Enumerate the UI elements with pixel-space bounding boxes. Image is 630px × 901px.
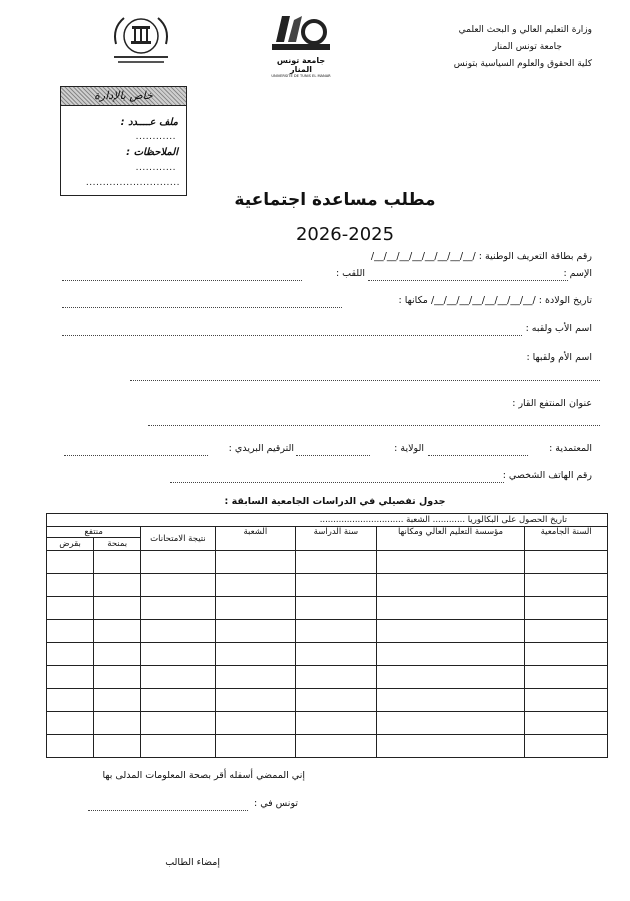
postal-field[interactable] (64, 455, 208, 456)
admin-box (60, 86, 187, 196)
name-label: الإسم : (563, 268, 592, 279)
table-cell[interactable] (525, 666, 608, 689)
table-cell[interactable] (376, 712, 525, 735)
table-cell[interactable] (94, 551, 141, 574)
table-cell[interactable] (296, 689, 377, 712)
table-cell[interactable] (141, 597, 215, 620)
col-academic-year: السنة الجامعية (525, 527, 608, 551)
table-cell[interactable] (215, 735, 296, 758)
table-cell[interactable] (94, 666, 141, 689)
table-cell[interactable] (47, 643, 94, 666)
table-cell[interactable] (141, 574, 215, 597)
form-title-wrap (0, 190, 630, 210)
table-cell[interactable] (376, 597, 525, 620)
table-row (47, 735, 608, 758)
col-beneficiary: منتفع (47, 527, 141, 538)
address-label: عنوان المنتفع القار : (512, 398, 592, 409)
table-cell[interactable] (47, 666, 94, 689)
table-cell[interactable] (94, 597, 141, 620)
form-year-wrap (0, 224, 630, 245)
father-label: اسم الأب ولقبه : (525, 323, 592, 334)
table-cell[interactable] (94, 735, 141, 758)
table-cell[interactable] (215, 620, 296, 643)
surname-label: اللقب : (335, 268, 365, 279)
ministry-line-2: جامعة تونس المنار (492, 42, 562, 52)
table-row (47, 551, 608, 574)
address-field[interactable] (148, 425, 600, 426)
university-logo-caption-fr: UNIVERSITÉ DE TUNIS EL MANAR (271, 74, 331, 78)
file-number-label: ملف عــــدد : (120, 117, 178, 128)
date-field[interactable] (88, 810, 248, 811)
delegation-label: المعتمدية : (549, 443, 592, 454)
table-cell[interactable] (525, 597, 608, 620)
table-row (47, 689, 608, 712)
table-cell[interactable] (376, 643, 525, 666)
table-cell[interactable] (376, 735, 525, 758)
table-row (47, 712, 608, 735)
ministry-header (392, 22, 592, 73)
table-row (47, 666, 608, 689)
table-cell[interactable] (296, 643, 377, 666)
postal-label: الترقيم البريدي : (228, 443, 294, 454)
col-study-year: سنة الدراسة (296, 527, 377, 551)
history-table (46, 513, 608, 758)
pob-label: مكانها : (398, 295, 428, 306)
cin-label: رقم بطاقة التعريف الوطنية : (478, 251, 592, 262)
col-exam-result: نتيجة الامتحانات (141, 527, 215, 551)
table-cell[interactable] (296, 666, 377, 689)
table-cell[interactable] (525, 620, 608, 643)
col-loan: بقرض (47, 538, 94, 551)
table-cell[interactable] (141, 551, 215, 574)
table-cell[interactable] (215, 643, 296, 666)
col-institution: مؤسسة التعليم العالي ومكانها (376, 527, 525, 551)
phone-field[interactable] (170, 482, 504, 483)
table-cell[interactable] (296, 735, 377, 758)
phone-label: رقم الهاتف الشخصي : (502, 470, 592, 481)
table-cell[interactable] (215, 574, 296, 597)
university-logo (268, 12, 334, 78)
table-cell[interactable] (47, 574, 94, 597)
notes-dots-2: ............................ (85, 178, 180, 188)
table-cell[interactable] (376, 551, 525, 574)
table-cell[interactable] (215, 551, 296, 574)
table-cell[interactable] (141, 620, 215, 643)
father-field[interactable] (62, 335, 522, 336)
mother-label: اسم الأم ولقبها : (526, 352, 592, 363)
bac-date-label: تاريخ الحصول على البكالوريا (467, 515, 567, 525)
city-date-label: تونس في : (253, 798, 298, 809)
governorate-field[interactable] (296, 455, 370, 456)
table-cell[interactable] (296, 712, 377, 735)
table-cell[interactable] (215, 597, 296, 620)
table-cell[interactable] (296, 597, 377, 620)
notes-dots-1: ............ (135, 163, 176, 173)
table-row (47, 574, 608, 597)
cin-row (371, 251, 592, 262)
governorate-label: الولاية : (394, 443, 424, 454)
table-cell[interactable] (215, 666, 296, 689)
table-cell[interactable] (525, 551, 608, 574)
history-caption: جدول تفصيلي في الدراسات الجامعية السابقة : (224, 496, 446, 507)
table-cell[interactable] (47, 689, 94, 712)
table-cell[interactable] (94, 574, 141, 597)
declaration: إني الممضي أسفله أقر بصحة المعلومات المدلى بها (102, 770, 305, 781)
table-cell[interactable] (215, 712, 296, 735)
table-cell[interactable] (141, 666, 215, 689)
col-branch: الشعبة (215, 527, 296, 551)
table-cell[interactable] (525, 712, 608, 735)
table-cell[interactable] (47, 712, 94, 735)
faculty-logo (108, 10, 174, 70)
table-cell[interactable] (215, 689, 296, 712)
cin-boxes[interactable]: /__/__/__/__/__/__/__/__/ (370, 251, 476, 262)
table-cell[interactable] (525, 735, 608, 758)
table-cell[interactable] (376, 666, 525, 689)
table-row (47, 643, 608, 666)
table-row (47, 597, 608, 620)
mother-field[interactable] (130, 380, 600, 381)
table-cell[interactable] (376, 620, 525, 643)
surname-field[interactable] (62, 280, 302, 281)
ministry-line-1: وزارة التعليم العالي و البحث العلمي (458, 25, 592, 35)
dob-boxes[interactable]: /__/__/__/__/__/__/__/__/ (430, 295, 536, 306)
table-cell[interactable] (376, 689, 525, 712)
table-cell[interactable] (94, 620, 141, 643)
table-cell[interactable] (94, 712, 141, 735)
table-cell[interactable] (94, 643, 141, 666)
table-cell[interactable] (525, 689, 608, 712)
pob-field[interactable] (62, 307, 342, 308)
table-cell[interactable] (296, 620, 377, 643)
table-cell[interactable] (296, 574, 377, 597)
table-cell[interactable] (376, 574, 525, 597)
table-cell[interactable] (141, 643, 215, 666)
table-cell[interactable] (47, 597, 94, 620)
form-title: مطلب مساعدة اجتماعية (234, 190, 436, 210)
university-logo-caption-ar: جامعة تونس المنار (276, 56, 326, 74)
table-cell[interactable] (525, 643, 608, 666)
table-cell[interactable] (47, 735, 94, 758)
form-year: 2026-2025 (295, 224, 395, 245)
ministry-line-3: كلية الحقوق والعلوم السياسية بتونس (453, 59, 592, 69)
bac-branch-label: الشعبة (406, 515, 430, 525)
dob-label: تاريخ الولادة : (538, 295, 592, 306)
table-cell[interactable] (141, 689, 215, 712)
notes-label: الملاحظات : (126, 147, 178, 158)
bac-row: تاريخ الحصول على البكالوريا ............ الشعبة ............................... (47, 514, 608, 527)
table-cell[interactable] (525, 574, 608, 597)
table-cell[interactable] (47, 551, 94, 574)
col-grant: بمنحة (94, 538, 141, 551)
table-cell[interactable] (94, 689, 141, 712)
table-cell[interactable] (296, 551, 377, 574)
dob-row (399, 295, 592, 306)
delegation-field[interactable] (428, 455, 528, 456)
admin-box-title: خاص بالإدارة (61, 87, 186, 106)
history-caption-wrap (0, 496, 630, 507)
file-number-dots: ............ (135, 132, 176, 142)
signature-label: إمضاء الطالب (165, 857, 220, 868)
table-cell[interactable] (47, 620, 94, 643)
table-cell[interactable] (141, 735, 215, 758)
name-field[interactable] (368, 280, 568, 281)
table-cell[interactable] (141, 712, 215, 735)
table-row (47, 620, 608, 643)
